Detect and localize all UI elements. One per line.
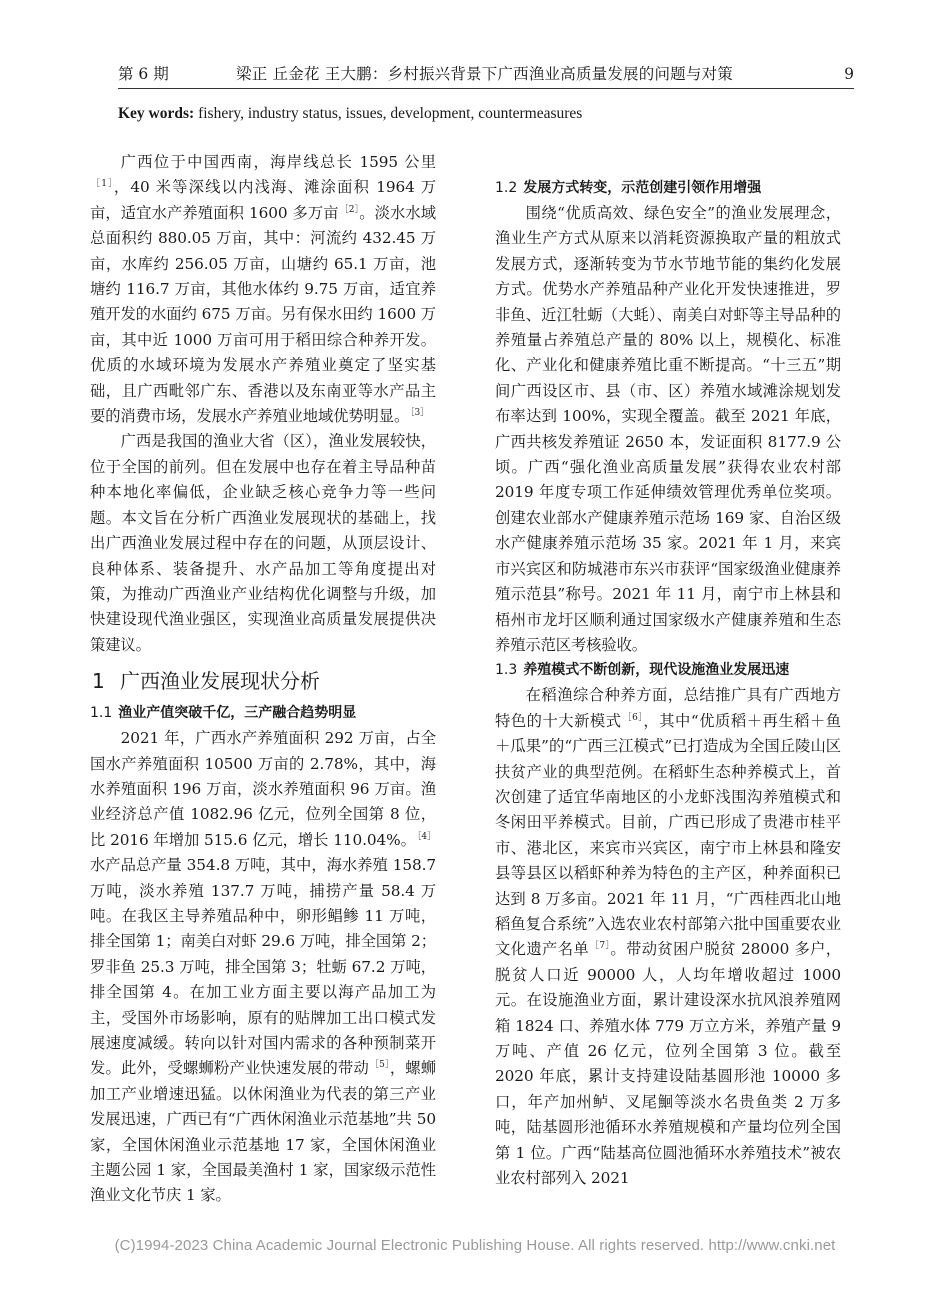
header-rule (118, 88, 854, 89)
copyright-footer: (C)1994-2023 China Academic Journal Electronic Publishing House. All rights reserved. http://www.cnki.net (114, 1237, 836, 1254)
left-column (90, 150, 436, 1209)
paragraph-farming-models: 在稻渔综合种养方面，总结推广具有广西地方特色的十大新模式$^{[6]}$，其中“优质稻＋再生稻＋鱼＋瓜果”的“广西三江模式”已打造成为全国丘陵山区扶贫产业的典型范例。在稻虾生态种养模式上，首次创建了适宜华南地区的小龙虾浅围沟养殖模式和冬闲田平养模式。目前，广西已形成了贵港市桂平市、港北区，来宾市兴宾区，南宁市上林县和隆安县等县区以稻虾种养为特色的主产区，种养面积已达到 8 万多亩。2021 年 11 月，“广西桂西北山地稻鱼复合系统”入选农业农村部第六批中国重要农业文化遗产名单$^{[7]}$。带动贫困户脱贫 28000 多户，脱贫人口近 90000 人，人均年增收超过 1000 元。在设施渔业方面，累计建设深水抗风浪养殖网箱 1824 口、养殖水体 779 万立方米，养殖产量 9 万吨、产值 26 亿元，位列全国第 3 位。截至 2020 年底，累计支持建设陆基圆形池 10000 多口，年产加州鲈、叉尾鮰等淡水名贵鱼类 2 万多吨，陆基圆形池循环水养殖规模和产量均位列全国第 1 位。广西“陆基高位圆池循环水养殖技术”被农业农村部列入 2021 (495, 686, 841, 1188)
section-heading-1: 1 广西渔业发展现状分析 (92, 669, 320, 694)
subsection-heading-1-1: 1.1 渔业产值突破千亿，三产融合趋势明显 (90, 705, 357, 722)
right-column (495, 150, 841, 1191)
running-title: 梁正 丘金花 王大鹏：乡村振兴背景下广西渔业高质量发展的问题与对策 (236, 65, 733, 83)
issue-number: 第 6 期 (118, 65, 169, 83)
keywords-text: fishery, industry status, issues, development, countermeasures (194, 105, 583, 122)
citation-1[interactable]: ［1］ (91, 179, 114, 190)
citation-5[interactable]: ［5］ (369, 1060, 390, 1071)
paragraph-development-mode: 围绕“优质高效、绿色安全”的渔业发展理念，渔业生产方式从原来以消耗资源换取产量的粗放式发展方式，逐渐转变为节水节地节能的集约化发展方式。优势水产养殖品种产业化开发快速推进，罗非鱼、近江牡蛎（大蚝）、南美白对虾等主导品种的养殖量占养殖总产量的 80% 以上，规模化、标准化、产业化和健康养殖比重不断提高。“十三五”期间广西设区市、县（市、区）养殖水域滩涂规划发布率达到 100%，实现全覆盖。截至 2021 年底，广西共核发养殖证 2650 本，发证面积 8177.9 公顷。广西“强化渔业高质量发展”获得农业农村部 2019 年度专项工作延伸绩效管理优秀单位奖项。创建农业部水产健康养殖示范场 169 家、自治区级水产健康养殖示范场 35 家。2021 年 1 月，来宾市兴宾区和防城港市东兴市获评“国家级渔业健康养殖示范县”称号。2021 年 11 月，南宁市上林县和梧州市龙圩区顺利通过国家级水产健康养殖和生态养殖示范区考核验收。 (495, 204, 841, 654)
citation-2[interactable]: ［2］ (339, 204, 360, 215)
citation-7[interactable]: ［7］ (590, 941, 611, 952)
keywords-line (118, 100, 854, 128)
page-number: 9 (844, 65, 854, 83)
subsection-heading-1-2: 1.2 发展方式转变，示范创建引领作用增强 (495, 180, 762, 196)
paragraph-intro-geography: 广西位于中国西南，海岸线总长 1595 公里$^{[1]}$，40 米等深线以内浅海、滩涂面积 1964 万亩，适宜水产养殖面积 1600 多万亩$^{[2]}$。淡水水域总面积约 880.05 万亩，其中：河流约 432.45 万亩，水库约 256.05 万亩，山塘约 65.1 万亩，池塘约 116.7 万亩，其他水体约 9.75 万亩，适宜养殖开发的水面约 675 万亩。另有保水田约 1600 万亩，其中近 1000 万亩可用于稻田综合种养开发。优质的水域环境为发展水产养殖业奠定了坚实基础，且广西毗邻广东、香港以及东南亚等水产品主要的消费市场，发展水产养殖业地域优势明显。$^{[3]}$ (90, 153, 436, 426)
paragraph-intro-purpose: 广西是我国的渔业大省（区），渔业发展较快，位于全国的前列。但在发展中也存在着主导品种苗种本地化率偏低，企业缺乏核心竞争力等一些问题。本文旨在分析广西渔业发展现状的基础上，找出广西渔业发展过程中存在的问题，从顶层设计、良种体系、装备提升、水产品加工等角度提出对策，为推动广西渔业产业结构优化调整与升级，加快建设现代渔业强区，实现渔业高质量发展提供决策建议。 (90, 432, 436, 654)
paragraph-output-value: 2021 年，广西水产养殖面积 292 万亩，占全国水产养殖面积 10500 万亩的 2.78%，其中，海水养殖面积 196 万亩，淡水养殖面积 96 万亩。渔业经济总产值 1082.96 亿元，位列全国第 8 位，比 2016 年增加 515.6 亿元，增长 110.04%。$^{[4]}$水产品总产量 354.8 万吨，其中，海水养殖 158.7 万吨，淡水养殖 137.7 万吨，捕捞产量 58.4 万吨。在我区主导养殖品种中，卵形鲳鲹 11 万吨，排全国第 1；南美白对虾 29.6 万吨，排全国第 2；罗非鱼 25.3 万吨，排全国第 3；牡蛎 67.2 万吨，排全国第 4。在加工业方面主要以海产品加工为主，受国外市场影响，原有的贴牌加工出口模式发展速度减缓。转向以针对国内需求的各种预制菜开发。此外，受螺蛳粉产业快速发展的带动$^{[5]}$，螺蛳加工产业增速迅猛。以休闲渔业为代表的第三产业发展迅速，广西已有“广西休闲渔业示范基地”共 50 家，全国休闲渔业示范基地 17 家，全国休闲渔业主题公园 1 家，全国最美渔村 1 家，国家级示范性渔业文化节庆 1 家。 (90, 729, 437, 1205)
citation-4[interactable]: ［4］ (416, 831, 436, 842)
running-header (118, 62, 854, 86)
keywords-label: Key words: (118, 105, 195, 122)
subsection-heading-1-3: 1.3 养殖模式不断创新，现代设施渔业发展迅速 (495, 662, 790, 679)
citation-3[interactable]: ［3］ (410, 408, 430, 419)
citation-6[interactable]: ［6］ (622, 712, 644, 723)
